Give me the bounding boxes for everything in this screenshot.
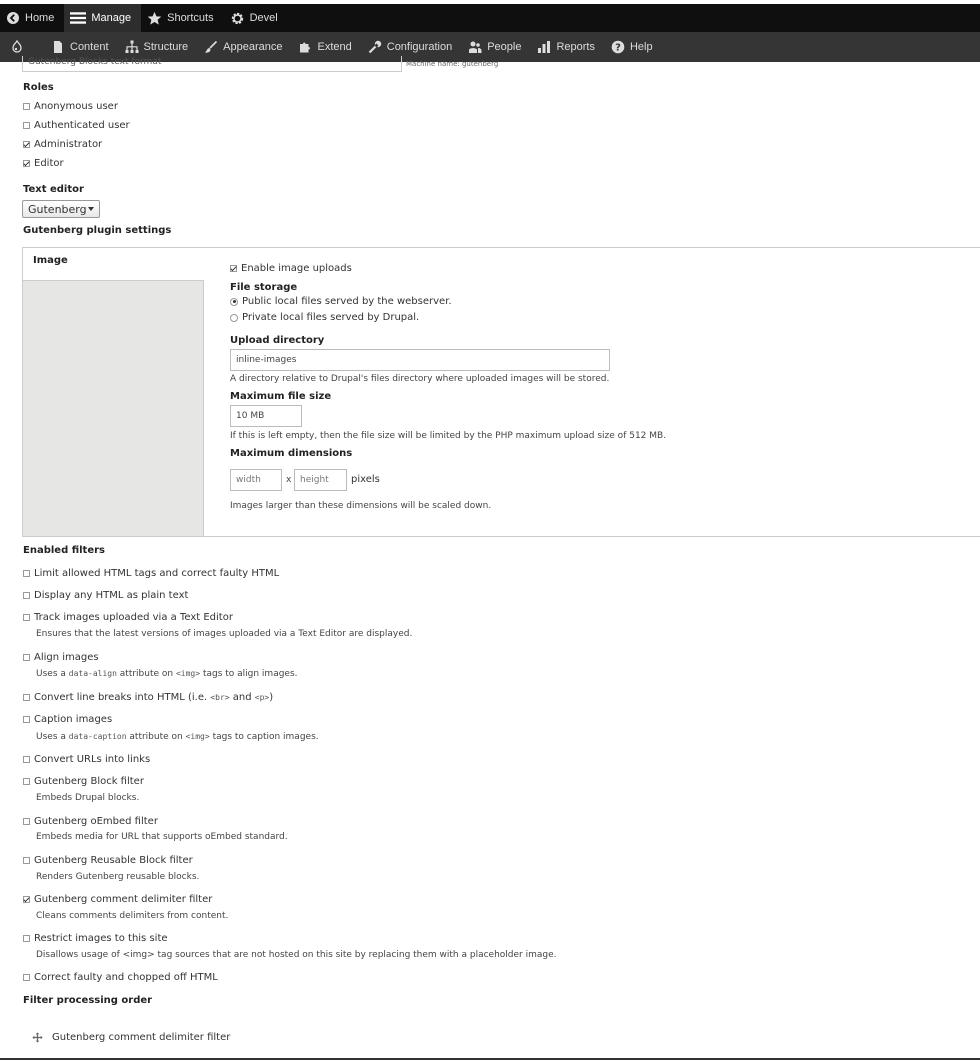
role-editor-checkbox[interactable] [23,160,30,167]
code-data-align: data-align [68,669,117,678]
filter-plain-text-label: Display any HTML as plain text [34,590,189,601]
desc-text: tags to align images. [200,669,298,679]
processing-order-item-label: Gutenberg comment delimiter filter [52,1032,231,1043]
upload-directory-label: Upload directory [230,335,325,346]
max-dimensions-description: Images larger than these dimensions will be scaled down. [230,501,492,511]
filter-line-breaks[interactable] [23,692,273,703]
code-data-caption: data-caption [68,732,127,741]
toolbar-manage-label: Manage [91,12,132,24]
drupal-icon [10,40,24,54]
code-p: <p> [254,693,270,702]
sitemap-icon [125,40,139,54]
filter-comment-delimiter-label: Gutenberg comment delimiter filter [34,894,213,905]
filter-restrict-images-description: Disallows usage of <img> tag sources that are not hosted on this site by replacing them with a placeholder image. [36,950,557,960]
toolbar-devel-label: Devel [249,12,278,24]
filter-correct-html[interactable] [23,972,218,983]
filter-convert-urls-checkbox[interactable] [23,756,30,763]
filter-restrict-images[interactable] [23,933,168,944]
upload-directory-description: A directory relative to Drupal's files directory where uploaded images will be stored. [230,374,610,384]
role-authenticated-checkbox[interactable] [23,122,30,129]
plugin-settings-panel [22,247,980,537]
dimension-separator: x [286,475,292,485]
label-text: and [229,692,255,703]
toolbar-shortcuts-label: Shortcuts [167,12,214,24]
filter-limit-html-checkbox[interactable] [23,570,30,577]
filter-plain-text[interactable] [23,590,188,601]
role-editor-label: Editor [34,158,64,169]
vertical-tabs [23,248,204,536]
format-name-input[interactable]: Gutenberg Blocks text format [22,56,402,72]
filter-gutenberg-block[interactable] [23,776,144,787]
filter-align-images-description [36,669,298,679]
filter-comment-delimiter-description: Cleans comments delimiters from content. [36,911,229,921]
filter-reusable-block-checkbox[interactable] [23,857,30,864]
filter-track-images-checkbox[interactable] [23,614,30,621]
filter-track-images-label: Track images uploaded via a Text Editor [34,612,233,623]
tray-extend-label: Extend [317,41,352,53]
enabled-filters-label: Enabled filters [23,545,105,556]
tray-people-label: People [487,41,522,53]
back-circle-icon [6,11,20,25]
tray-reports[interactable] [529,32,603,62]
filter-comment-delimiter-checkbox[interactable] [23,896,30,903]
storage-private-radio[interactable] [230,314,238,322]
enable-uploads[interactable] [230,263,352,274]
filter-caption-images-label: Caption images [34,714,113,725]
filter-track-images-description: Ensures that the latest versions of images uploaded via a Text Editor are displayed. [36,629,413,639]
tray-configuration-label: Configuration [386,41,453,53]
tray-help-label: Help [629,41,653,53]
toolbar-shortcuts[interactable] [141,4,223,32]
storage-public-label: Public local files served by the webserver. [242,296,452,307]
enable-uploads-checkbox[interactable] [230,265,237,272]
svg-text:?: ? [615,42,621,54]
max-height-input[interactable]: height [294,469,347,491]
toolbar-manage[interactable] [64,4,141,32]
toolbar-home[interactable] [0,4,64,32]
toolbar-devel[interactable] [224,4,288,32]
filter-gutenberg-oembed-description: Embeds media for URL that supports oEmbed standard. [36,832,288,842]
help-icon [611,40,625,54]
tray-content-label: Content [70,41,109,53]
filter-line-breaks-label [34,692,273,703]
drag-handle-icon[interactable] [32,1032,43,1043]
max-file-size-label: Maximum file size [230,391,332,402]
code-img: <img> [185,732,210,741]
filter-align-images-label: Align images [34,652,99,663]
filter-limit-html-label: Limit allowed HTML tags and correct faulty HTML [34,568,280,579]
filter-reusable-block-description: Renders Gutenberg reusable blocks. [36,872,200,882]
filter-align-images-checkbox[interactable] [23,654,30,661]
tray-reports-label: Reports [556,41,595,53]
tray-people[interactable] [460,32,529,62]
tray-structure-label: Structure [143,41,189,53]
enable-uploads-label: Enable image uploads [241,263,352,274]
processing-order-label: Filter processing order [23,995,153,1006]
filter-gutenberg-block-label: Gutenberg Block filter [34,776,144,787]
label-text: Convert line breaks into HTML (i.e. [34,692,211,703]
filter-correct-html-label: Correct faulty and chopped off HTML [34,972,218,983]
role-anonymous-label: Anonymous user [34,101,118,112]
menu-icon [70,10,86,26]
role-authenticated-label: Authenticated user [34,120,130,131]
wrench-icon [368,40,382,54]
gear-icon [230,11,245,26]
desc-text: Uses a [36,669,69,679]
filter-gutenberg-block-checkbox[interactable] [23,778,30,785]
filter-restrict-images-label: Restrict images to this site [34,933,168,944]
max-file-size-input[interactable]: 10 MB [230,405,302,427]
max-dimensions-label: Maximum dimensions [230,448,353,459]
divider [0,1058,980,1060]
bar-chart-icon [537,40,551,54]
filter-reusable-block[interactable] [23,855,193,866]
filter-plain-text-checkbox[interactable] [23,592,30,599]
brush-icon [204,40,218,54]
text-editor-select[interactable] [22,200,100,218]
storage-public-radio[interactable] [230,298,238,306]
filter-line-breaks-checkbox[interactable] [23,694,30,701]
admin-toolbar [0,4,980,32]
processing-order-row[interactable] [32,1032,230,1043]
code-img: <img> [175,669,201,678]
toolbar-home-label: Home [25,12,55,24]
machine-name: Machine name: gutenberg [406,60,499,68]
role-editor[interactable] [23,158,64,169]
max-width-input[interactable]: width [230,469,282,491]
text-editor-label: Text editor [23,184,84,195]
storage-private[interactable] [230,312,419,323]
tray-help[interactable] [603,32,661,62]
filter-caption-images-description [36,732,319,742]
filter-reusable-block-label: Gutenberg Reusable Block filter [34,855,193,866]
upload-directory-input[interactable]: inline-images [230,349,610,371]
filter-track-images[interactable] [23,612,233,623]
puzzle-icon [299,40,313,54]
roles-label: Roles [23,82,54,93]
desc-text: attribute on [116,669,176,679]
image-settings-pane [230,248,970,536]
tray-appearance-label: Appearance [223,41,283,53]
max-file-size-description: If this is left empty, then the file size will be limited by the PHP maximum upload size of 512 MB. [230,431,667,441]
desc-text: tags to caption images. [209,732,319,742]
role-administrator[interactable] [23,139,102,150]
filter-correct-html-checkbox[interactable] [23,974,30,981]
role-administrator-checkbox[interactable] [23,141,30,148]
filter-caption-images-checkbox[interactable] [23,716,30,723]
desc-text: attribute on [126,732,186,742]
filter-limit-html[interactable] [23,568,279,579]
code-br: <br> [210,693,230,702]
label-text: ) [269,692,274,703]
filter-convert-urls[interactable] [23,754,150,765]
filter-convert-urls-label: Convert URLs into links [34,754,151,765]
file-storage-label: File storage [230,282,298,293]
role-administrator-label: Administrator [34,139,103,150]
filter-gutenberg-block-description: Embeds Drupal blocks. [36,793,140,803]
dimension-unit: pixels [351,474,380,485]
filter-restrict-images-checkbox[interactable] [23,935,30,942]
text-editor-value: Gutenberg [28,202,87,216]
role-anonymous-checkbox[interactable] [23,103,30,110]
star-icon [147,11,162,26]
tab-image[interactable]: Image [23,248,204,281]
role-authenticated[interactable] [23,120,130,131]
desc-text: Uses a [36,732,69,742]
filter-align-images[interactable] [23,652,99,663]
storage-private-label: Private local files served by Drupal. [242,312,420,323]
page-icon [51,40,65,54]
people-icon [468,40,482,54]
filter-gutenberg-oembed-checkbox[interactable] [23,818,30,825]
plugin-settings-label: Gutenberg plugin settings [23,225,172,236]
chevron-down-icon [88,207,94,211]
role-anonymous[interactable] [23,101,118,112]
filter-comment-delimiter[interactable] [23,894,212,905]
storage-public[interactable] [230,296,452,307]
filter-gutenberg-oembed[interactable] [23,816,158,827]
filter-gutenberg-oembed-label: Gutenberg oEmbed filter [34,816,158,827]
filter-caption-images[interactable] [23,714,112,725]
